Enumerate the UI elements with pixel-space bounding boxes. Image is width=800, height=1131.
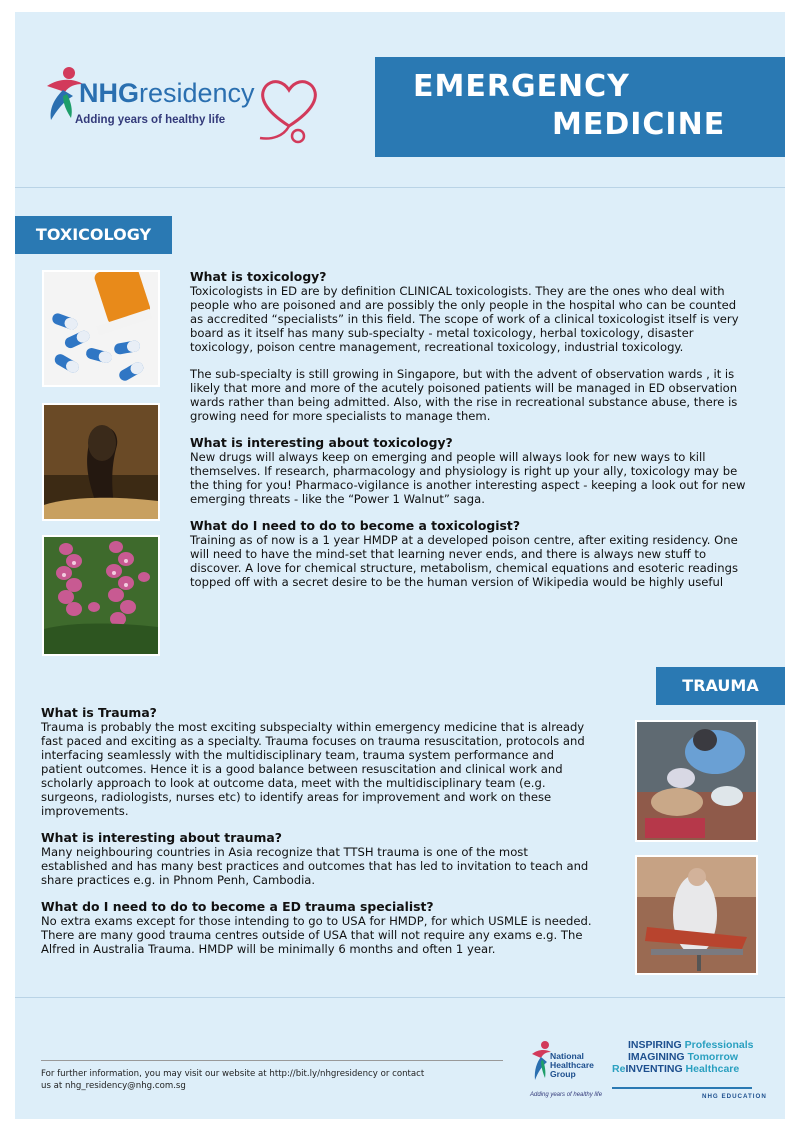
trauma-q3-paragraph: No extra exams except for those intending to go to USA for HMDP, for which USMLE is needed. There are many good trauma centres outside of USA that will not require any exams e.g. The Alfred in Australia Trauma. HMDP will be minimally 6 months and often 1 year.: [41, 914, 592, 956]
title-line-1: EMERGENCY: [413, 69, 630, 104]
title-banner: [375, 57, 785, 157]
poster-page: [15, 12, 785, 1119]
nhg-residency-logo: [39, 64, 319, 154]
nhg-logo: [530, 1040, 620, 1105]
trauma-q1-paragraph: Trauma is probably the most exciting subspecialty within emergency medicine that is already fast paced and exciting as a specialty. Trauma focuses on trauma resuscitation, protocols and interfacing seamlessly with the multidisciplinary team, trauma system performance and patient outcomes. Hence it is a good balance between resuscitation and clinical work and scholarly approach to look at outcome data, meet with the multidisciplinary team (e.g. surgeons, radiologists, nurses etc) to identify areas for improvement and work on these improvements.: [41, 720, 585, 818]
header-divider: [15, 187, 785, 188]
title-line-2: MEDICINE: [552, 107, 726, 142]
trauma-q2-heading: What is interesting about trauma?: [41, 830, 282, 845]
edu-bar: [612, 1087, 752, 1089]
toxicology-tab: TOXICOLOGY: [15, 216, 172, 254]
trauma-gurney-photo: [635, 855, 758, 975]
contact-line-1: For further information, you may visit our website at http://bit.ly/nhgresidency or contact: [41, 1069, 425, 1079]
edu-row-1: INSPIRING Professionals: [628, 1039, 754, 1051]
toxicology-q2-paragraph: New drugs will always keep on emerging and people will always look for new ways to kill themselves. If research, pharmacology and physiology is right up your ally, toxicology may be the thing for you! Pharmaco-vigilance is another interesting aspect - keeping a look out for new emerging threats - like the “Power 1 Walnut” saga.: [190, 450, 746, 506]
trauma-q3-heading: What do I need to do to become a ED trauma specialist?: [41, 899, 434, 914]
footer-divider: [15, 997, 785, 998]
toxicology-q3-heading: What do I need to do to become a toxicologist?: [190, 518, 521, 533]
toxicology-q1-paragraph-2: The sub-specialty is still growing in Singapore, but with the advent of observation wards , it is likely that more and more of the acutely poisoned patients will be managed in ED observation wards rather than being admitted. Also, with the rise in recreational substance abuse, there is growing need for more specialists to manage them.: [190, 367, 738, 423]
trauma-tab: TRAUMA: [656, 667, 785, 705]
foxglove-photo: [42, 535, 160, 656]
heart-stethoscope-icon: [254, 74, 324, 154]
nhg-tagline: Adding years of healthy life: [530, 1092, 603, 1098]
nhg-education-logo: [612, 1036, 782, 1100]
edu-row-3: ReINVENTING Healthcare: [612, 1063, 740, 1075]
trauma-q1-heading: What is Trauma?: [41, 705, 157, 720]
edu-label: NHG EDUCATION: [702, 1093, 767, 1100]
trauma-q2-paragraph: Many neighbouring countries in Asia recognize that TTSH trauma is one of the most established and has many best practices and outcomes that has led to invitation to teach and share practices e.g. in Phnom Penh, Cambodia.: [41, 845, 589, 887]
pills-photo: [42, 270, 160, 387]
toxicology-q1-heading: What is toxicology?: [190, 269, 327, 284]
logo-wordmark: NHGresidency: [79, 78, 255, 108]
nhg-name: National Healthcare Group: [550, 1051, 594, 1079]
edu-row-2: IMAGINING Tomorrow: [628, 1051, 739, 1063]
nhg-figure-icon: [530, 1040, 552, 1084]
footer-rule: [41, 1060, 503, 1061]
trauma-resuscitation-photo: [635, 720, 758, 842]
toxicology-q1-paragraph-1: Toxicologists in ED are by definition CLINICAL toxicologists. They are the ones who deal with people who are poisoned and are possibly the only people in the hospital who can be counted as accredited “specialists” in this field. The scope of work of a clinical toxicologist itself is very board as it itself has many sub-specialty - metal toxicology, herbal toxicology, disaster toxicology, poison centre management, recreational toxicology, industrial toxicology.: [190, 284, 739, 354]
trauma-text: [41, 706, 596, 956]
toxicology-q3-paragraph: Training as of now is a 1 year HMDP at a developed poison centre, after exiting residency. One will need to have the mind-set that learning never ends, and there is always new stuff to discover. A love for chemical structure, metabolism, chemical equations and esoteric readings topped off with a secret desire to be the human version of Wikipedia would be highly useful: [190, 533, 739, 589]
cobra-photo: [42, 403, 160, 521]
toxicology-q2-heading: What is interesting about toxicology?: [190, 435, 453, 450]
contact-line-2: us at nhg_residency@nhg.com.sg: [41, 1081, 186, 1091]
contact-info: [41, 1068, 511, 1092]
toxicology-text: [190, 270, 750, 589]
logo-tagline: Adding years of healthy life: [75, 114, 226, 126]
